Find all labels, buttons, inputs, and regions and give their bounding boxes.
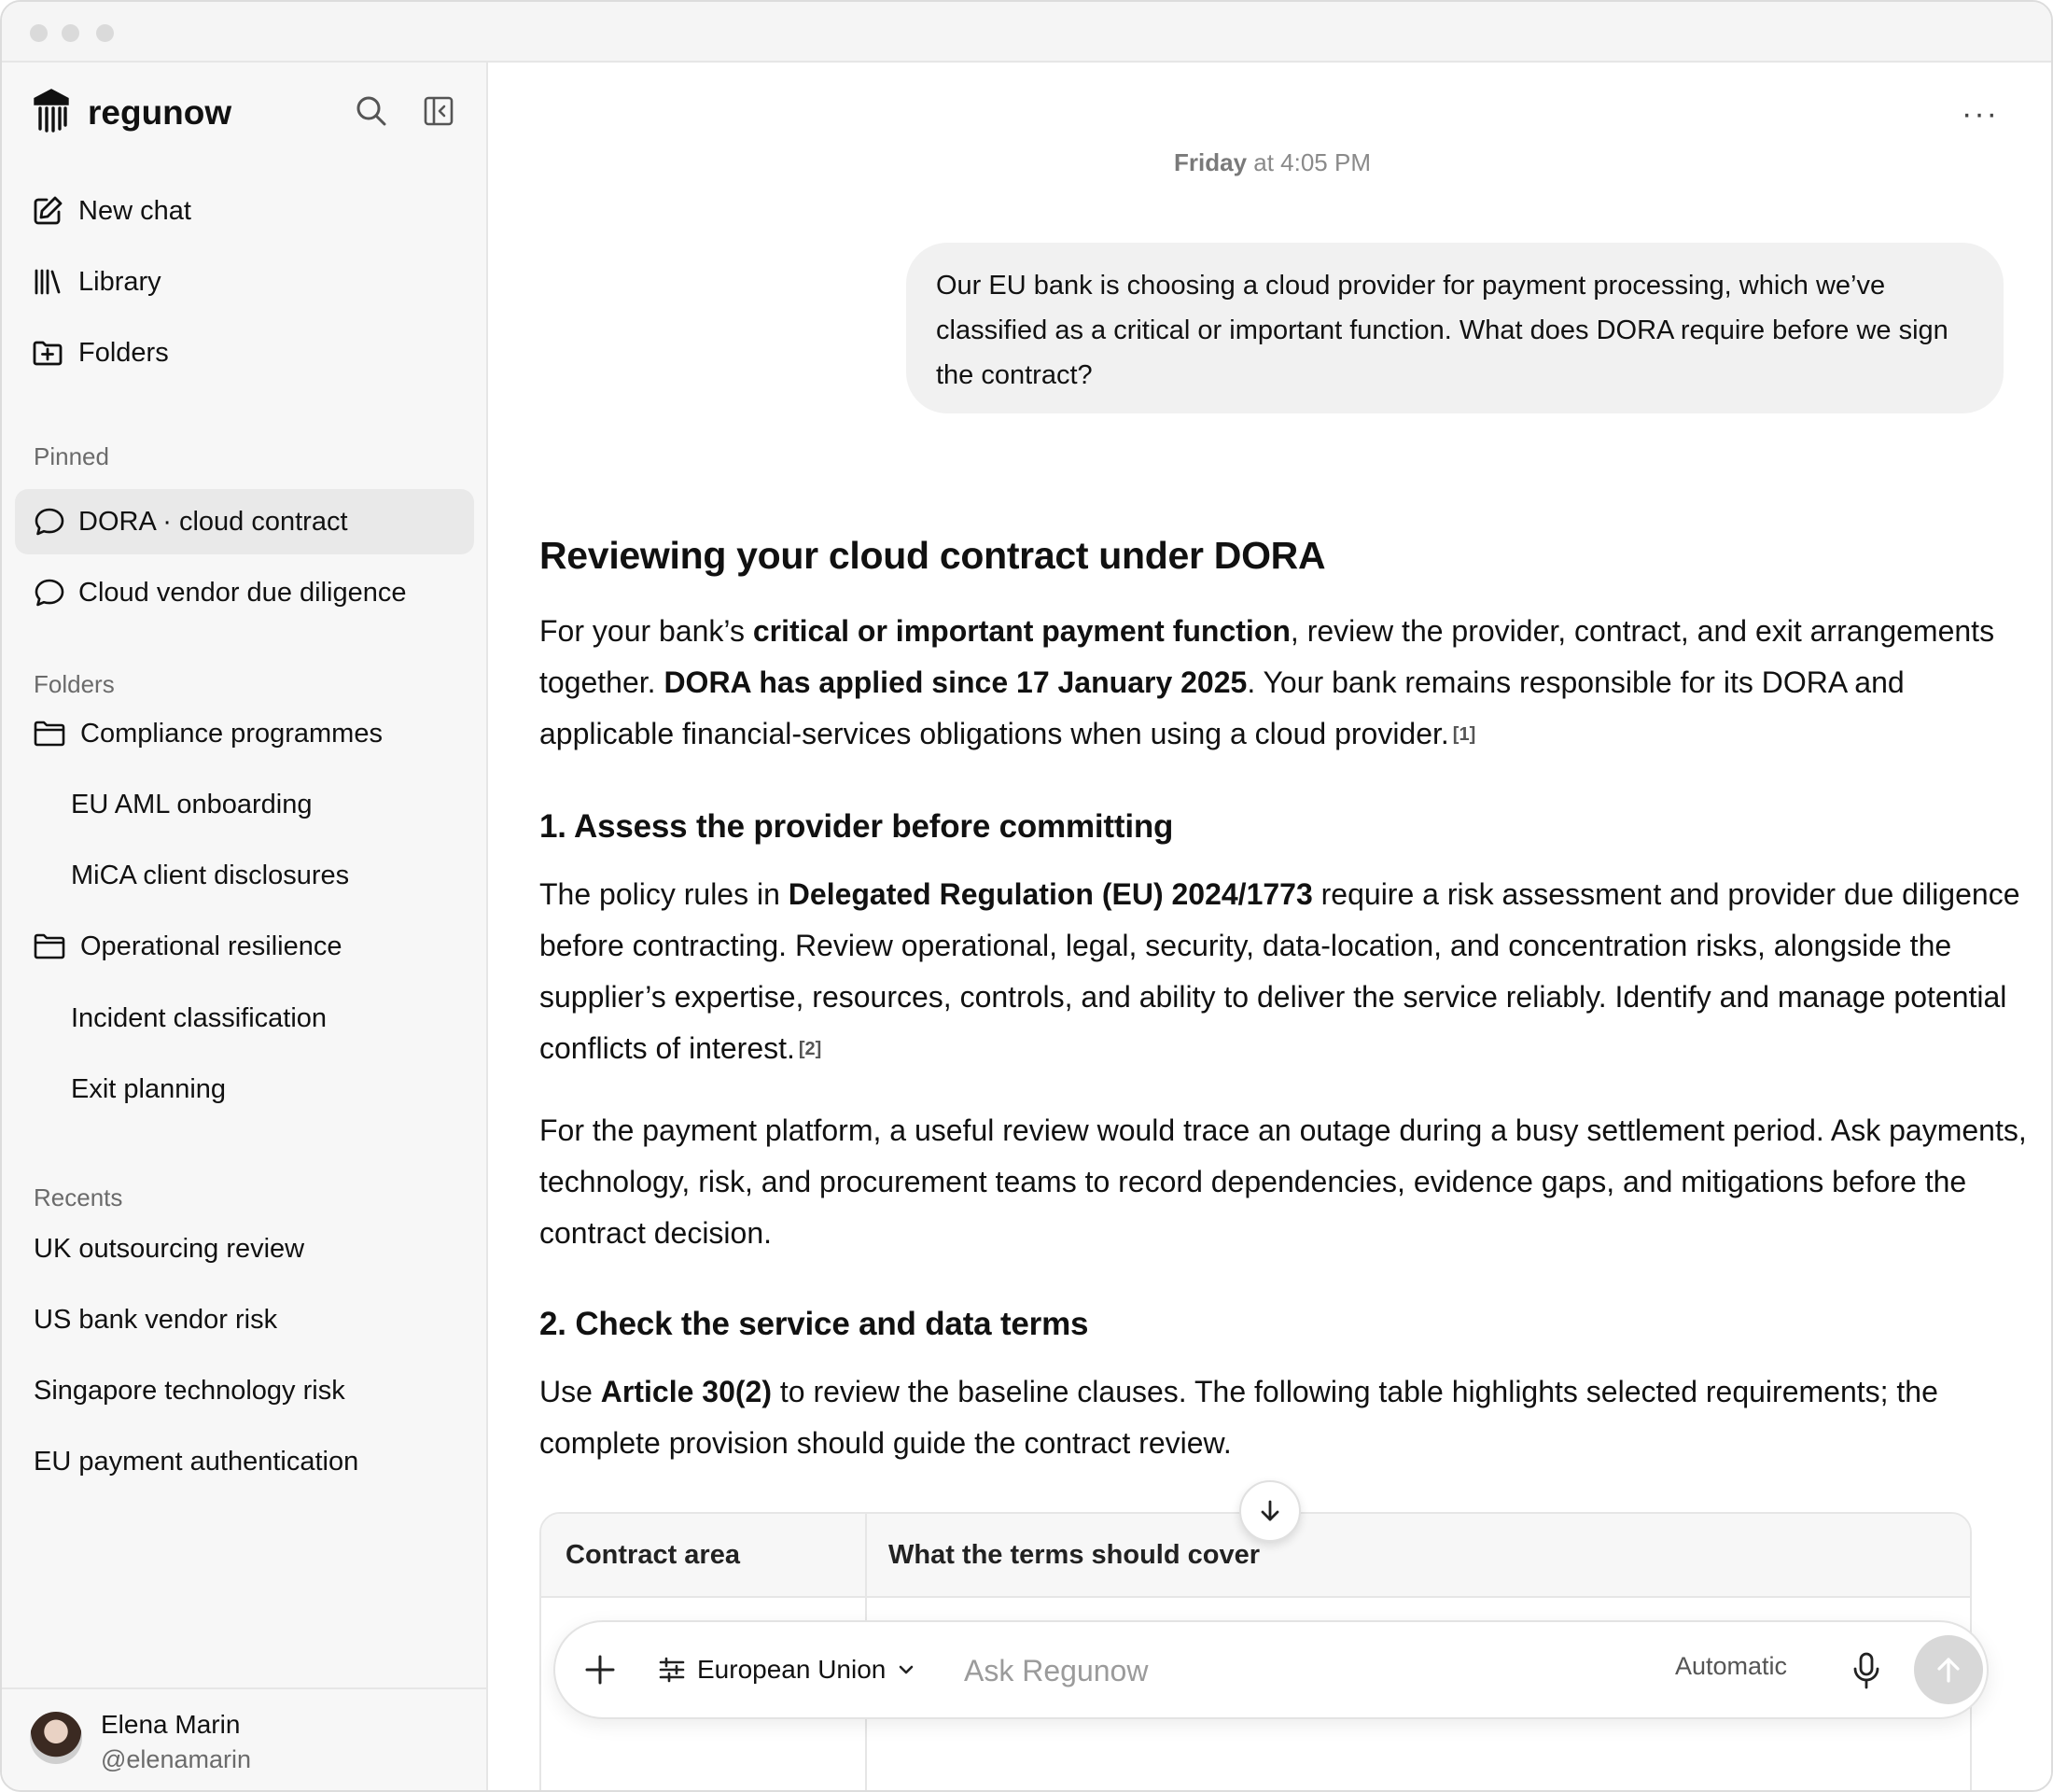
folder-item[interactable] — [34, 707, 383, 760]
timestamp-time: at 4:05 PM — [1247, 148, 1371, 176]
window-zoom-button[interactable] — [96, 24, 114, 42]
more-options-button[interactable]: ··· — [1962, 96, 1999, 132]
section-heading: 2. Check the service and data terms — [539, 1306, 1089, 1342]
message-timestamp — [490, 148, 2053, 177]
recents-section-label: Recents — [34, 1183, 123, 1211]
window-minimize-button[interactable] — [62, 24, 79, 42]
folder-chat-item[interactable]: MiCA client disclosures — [71, 860, 350, 890]
folder-chat-item[interactable]: Incident classification — [71, 1002, 328, 1033]
message-input[interactable] — [964, 1648, 1617, 1693]
answer-intro: For your bank’s critical or important payment function, review the provider, contract, and exit arrangements together. DORA has applied since 17 January 2025. Your bank remains responsible for its DORA and applicable financial-services obligations when using a cloud provider. [1] — [539, 614, 1995, 750]
chat-bubble-icon — [34, 506, 65, 538]
library-label: Library — [78, 266, 161, 297]
pinned-section-label: Pinned — [34, 442, 109, 470]
filter-sliders-icon — [658, 1656, 686, 1684]
citation-link[interactable]: [2] — [798, 1039, 822, 1059]
pinned-chat-item[interactable] — [15, 560, 474, 625]
regunow-logo-icon — [32, 88, 71, 139]
avatar — [30, 1712, 82, 1764]
recent-chat-item[interactable]: US bank vendor risk — [34, 1304, 278, 1335]
plus-icon — [584, 1654, 616, 1686]
folder-label: Compliance programmes — [80, 718, 383, 749]
new-chat-button[interactable] — [32, 185, 191, 237]
new-chat-label: New chat — [78, 195, 191, 226]
folder-icon — [34, 932, 65, 960]
folders-label: Folders — [78, 337, 169, 368]
folder-item[interactable] — [34, 920, 342, 973]
message-composer — [553, 1620, 1989, 1719]
recent-chat-item[interactable]: Singapore technology risk — [34, 1375, 345, 1406]
pinned-chat-label: Cloud vendor due diligence — [78, 577, 407, 608]
folder-chat-item[interactable]: EU AML onboarding — [71, 789, 313, 819]
folder-icon — [34, 720, 65, 748]
chat-main — [490, 63, 2053, 1792]
title-bar — [2, 2, 2051, 63]
voice-input-button[interactable] — [1846, 1648, 1887, 1693]
jurisdiction-label: European Union — [697, 1655, 887, 1684]
collapse-sidebar-button[interactable] — [420, 92, 457, 130]
sidebar — [2, 63, 488, 1792]
section-paragraph: Use Article 30(2) to review the baseline clauses. The following table highlights selected requirements; the complete provision should guide the contract review. — [539, 1375, 1938, 1460]
jurisdiction-selector[interactable] — [658, 1648, 927, 1691]
citation-link[interactable]: [1] — [1452, 724, 1476, 745]
section-heading: 1. Assess the provider before committing — [539, 808, 1174, 845]
microphone-icon — [1850, 1651, 1882, 1690]
brand-name: regunow — [88, 93, 232, 132]
folder-chat-item[interactable]: Exit planning — [71, 1073, 227, 1104]
folders-section-label: Folders — [34, 670, 115, 698]
user-profile[interactable] — [2, 1687, 486, 1792]
pinned-chat-item[interactable] — [15, 489, 474, 554]
section-paragraph: The policy rules in Delegated Regulation (EU) 2024/1773 require a risk assessment and provider due diligence before contracting. Review operational, legal, security, data-location, and concentration risks, alongside the supplier’s expertise, resources, controls, and ability to deliver the service reliably. Identify and manage potential conflicts of interest. [2] — [539, 877, 2020, 1065]
table-header-cell: Contract area — [566, 1540, 740, 1570]
search-button[interactable] — [353, 92, 390, 130]
section-paragraph: For the payment platform, a useful review would trace an outage during a busy settlement period. Ask payments, technology, risk, and procurement teams to record dependencies, evidence gaps, and mitigations before the contract decision. — [539, 1113, 2027, 1250]
user-message-bubble: Our EU bank is choosing a cloud provider for payment processing, which we’ve classified as a critical or important function. What does DORA require before we sign the contract? — [906, 243, 2004, 413]
timestamp-day: Friday — [1174, 148, 1248, 176]
answer-title: Reviewing your cloud contract under DORA — [539, 534, 1326, 577]
search-icon — [355, 94, 388, 128]
brand[interactable] — [32, 88, 231, 138]
folder-label: Operational resilience — [80, 931, 342, 961]
chevron-down-icon — [897, 1660, 915, 1679]
user-name: Elena Marin — [101, 1710, 241, 1739]
window-close-button[interactable] — [30, 24, 48, 42]
send-button[interactable] — [1914, 1635, 1983, 1704]
arrow-down-icon — [1258, 1499, 1282, 1523]
edit-icon — [32, 195, 63, 227]
attach-button[interactable] — [580, 1649, 621, 1690]
library-button[interactable] — [32, 256, 161, 308]
pinned-chat-label: DORA · cloud contract — [78, 506, 348, 537]
folders-button[interactable] — [32, 327, 169, 379]
arrow-up-icon — [1934, 1655, 1963, 1685]
recent-chat-item[interactable]: EU payment authentication — [34, 1446, 359, 1477]
user-handle: @elenamarin — [101, 1745, 251, 1773]
scroll-to-bottom-button[interactable] — [1239, 1480, 1301, 1542]
folder-plus-icon — [32, 337, 63, 369]
table-header-cell: What the terms should cover — [888, 1540, 1261, 1570]
recent-chat-item[interactable]: UK outsourcing review — [34, 1233, 305, 1264]
sidebar-collapse-icon — [423, 95, 454, 127]
model-mode-selector[interactable]: Automatic — [1675, 1652, 1788, 1680]
library-icon — [32, 266, 63, 298]
chat-bubble-icon — [34, 577, 65, 609]
